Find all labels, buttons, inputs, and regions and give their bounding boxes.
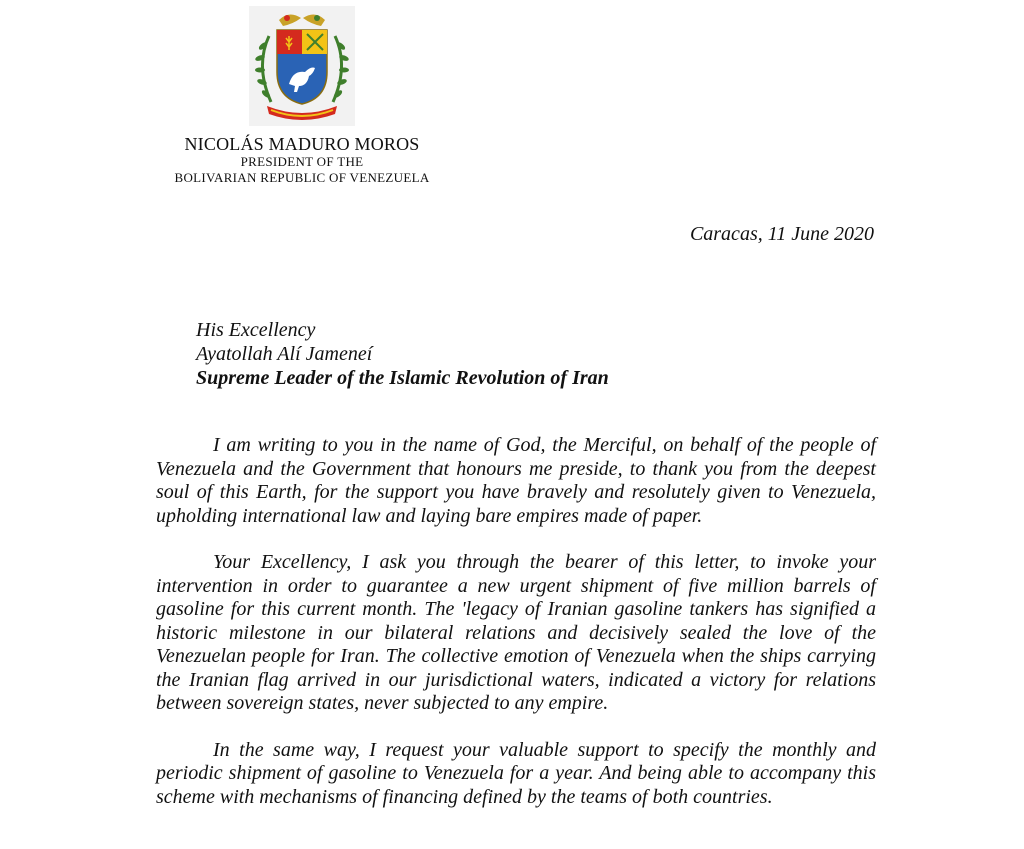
recipient-name: Ayatollah Alí Jameneí bbox=[196, 343, 373, 365]
letter-body bbox=[156, 434, 876, 832]
body-paragraph-2: Your Excellency, I ask you through the bearer of this letter, to invoke your intervention in order to guarantee a new urgent shipment of five million barrels of gasoline for this current month. The 'legacy of Iranian gasoline tankers has signified a historic milestone in our bilateral relations and decisively sealed the love of the Venezuelan people for Iran. The collective emotion of Venezuela when the ships carrying the Iranian flag arrived in our jurisdictional waters, indicated a victory for relations between sovereign states, never subjected to any empire. bbox=[156, 551, 876, 714]
body-paragraph-3: In the same way, I request your valuable support to specify the monthly and periodic shipment of gasoline to Venezuela for a year. And being able to accompany this scheme with mechanisms of financing defined by the teams of both countries. bbox=[156, 738, 876, 808]
recipient-block bbox=[196, 318, 609, 390]
recipient-title: Supreme Leader of the Islamic Revolution of Iran bbox=[196, 367, 609, 389]
letter-date: Caracas, 11 June 2020 bbox=[689, 223, 874, 245]
coat-of-arms-seal bbox=[249, 6, 355, 126]
letterhead bbox=[160, 6, 444, 186]
sender-name: NICOLÁS MADURO MOROS bbox=[184, 134, 420, 154]
body-paragraph-1: I am writing to you in the name of God, the Merciful, on behalf of the people of Venezuela and the Government that honours me preside, to thank you from the deepest soul of this Earth, for the support you have bravely and resolutely given to Venezuela, upholding international law and laying bare empires made of paper. bbox=[156, 434, 876, 527]
recipient-salutation: His Excellency bbox=[196, 319, 316, 341]
sender-title-line-2: BOLIVARIAN REPUBLIC OF VENEZUELA bbox=[174, 170, 430, 185]
sender-title-line-1: PRESIDENT OF THE bbox=[240, 154, 364, 169]
